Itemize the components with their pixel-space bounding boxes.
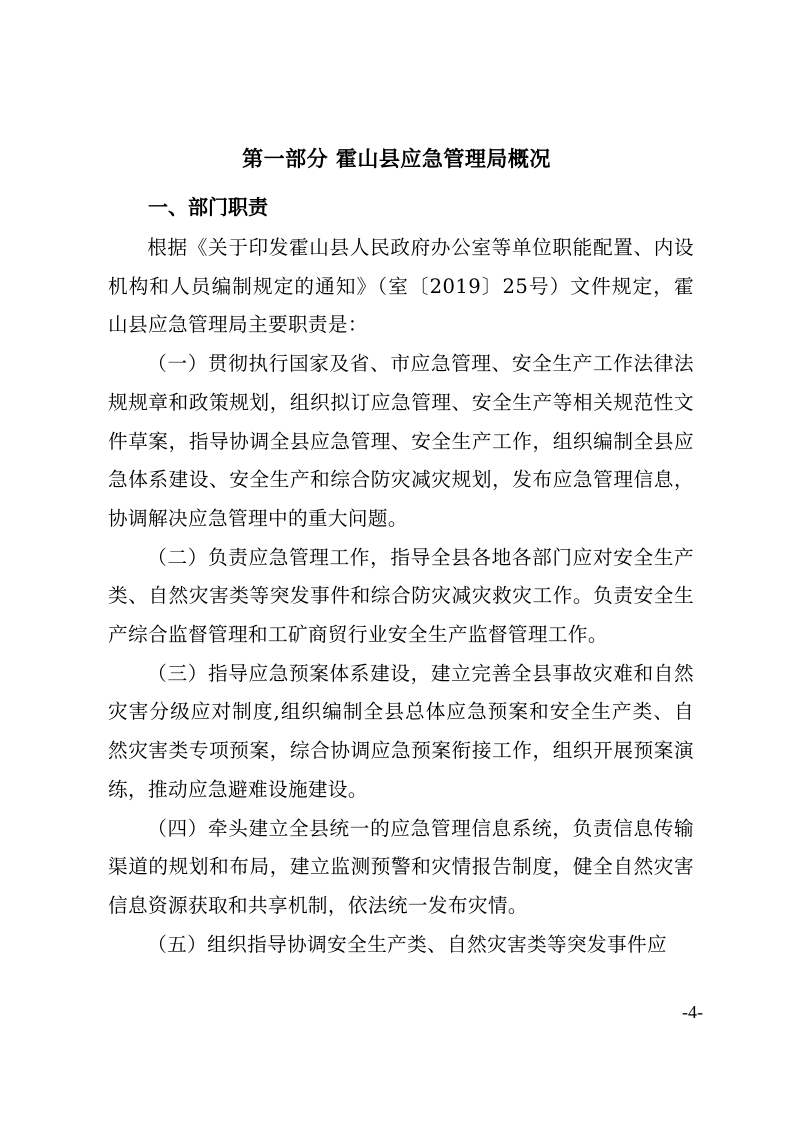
body-text	[108, 229, 694, 964]
paragraph-duty-5: （五）组织指导协调安全生产类、自然灾害类等突发事件应	[147, 932, 668, 956]
paragraph-duty-1: （一）贯彻执行国家及省、市应急管理、安全生产工作法律法规规章和政策规划，组织拟订应急管理、安全生产等相关规范性文件草案，指导协调全县应急管理、安全生产工作，组织编制全县应急体系建设、安全生产和综合防灾减灾规划，发布应急管理信息，协调解决应急管理中的重大问题。	[108, 352, 694, 530]
paragraph-duty-2: （二）负责应急管理工作，指导全县各地各部门应对安全生产类、自然灾害类等突发事件和综合防灾减灾救灾工作。负责安全生产综合监督管理和工矿商贸行业安全生产监督管理工作。	[108, 545, 694, 647]
section-heading: 一、部门职责	[148, 195, 268, 219]
paragraph-duty-3: （三）指导应急预案体系建设，建立完善全县事故灾难和自然灾害分级应对制度,组织编制全县总体应急预案和安全生产类、自然灾害类专项预案，综合协调应急预案衔接工作，组织开展预案演练，推动应急避难设施建设。	[108, 661, 694, 801]
page-number: -4-	[682, 1002, 703, 1022]
paragraph-duty-4: （四）牵头建立全县统一的应急管理信息系统，负责信息传输渠道的规划和布局，建立监测预警和灾情报告制度，健全自然灾害信息资源获取和共享机制，依法统一发布灾情。	[108, 816, 694, 917]
paragraph-intro: 根据《关于印发霍山县人民政府办公室等单位职能配置、内设机构和人员编制规定的通知》（室〔2019〕25号）文件规定，霍山县应急管理局主要职责是：	[108, 236, 694, 337]
page-title: 第一部分 霍山县应急管理局概况	[242, 147, 551, 171]
